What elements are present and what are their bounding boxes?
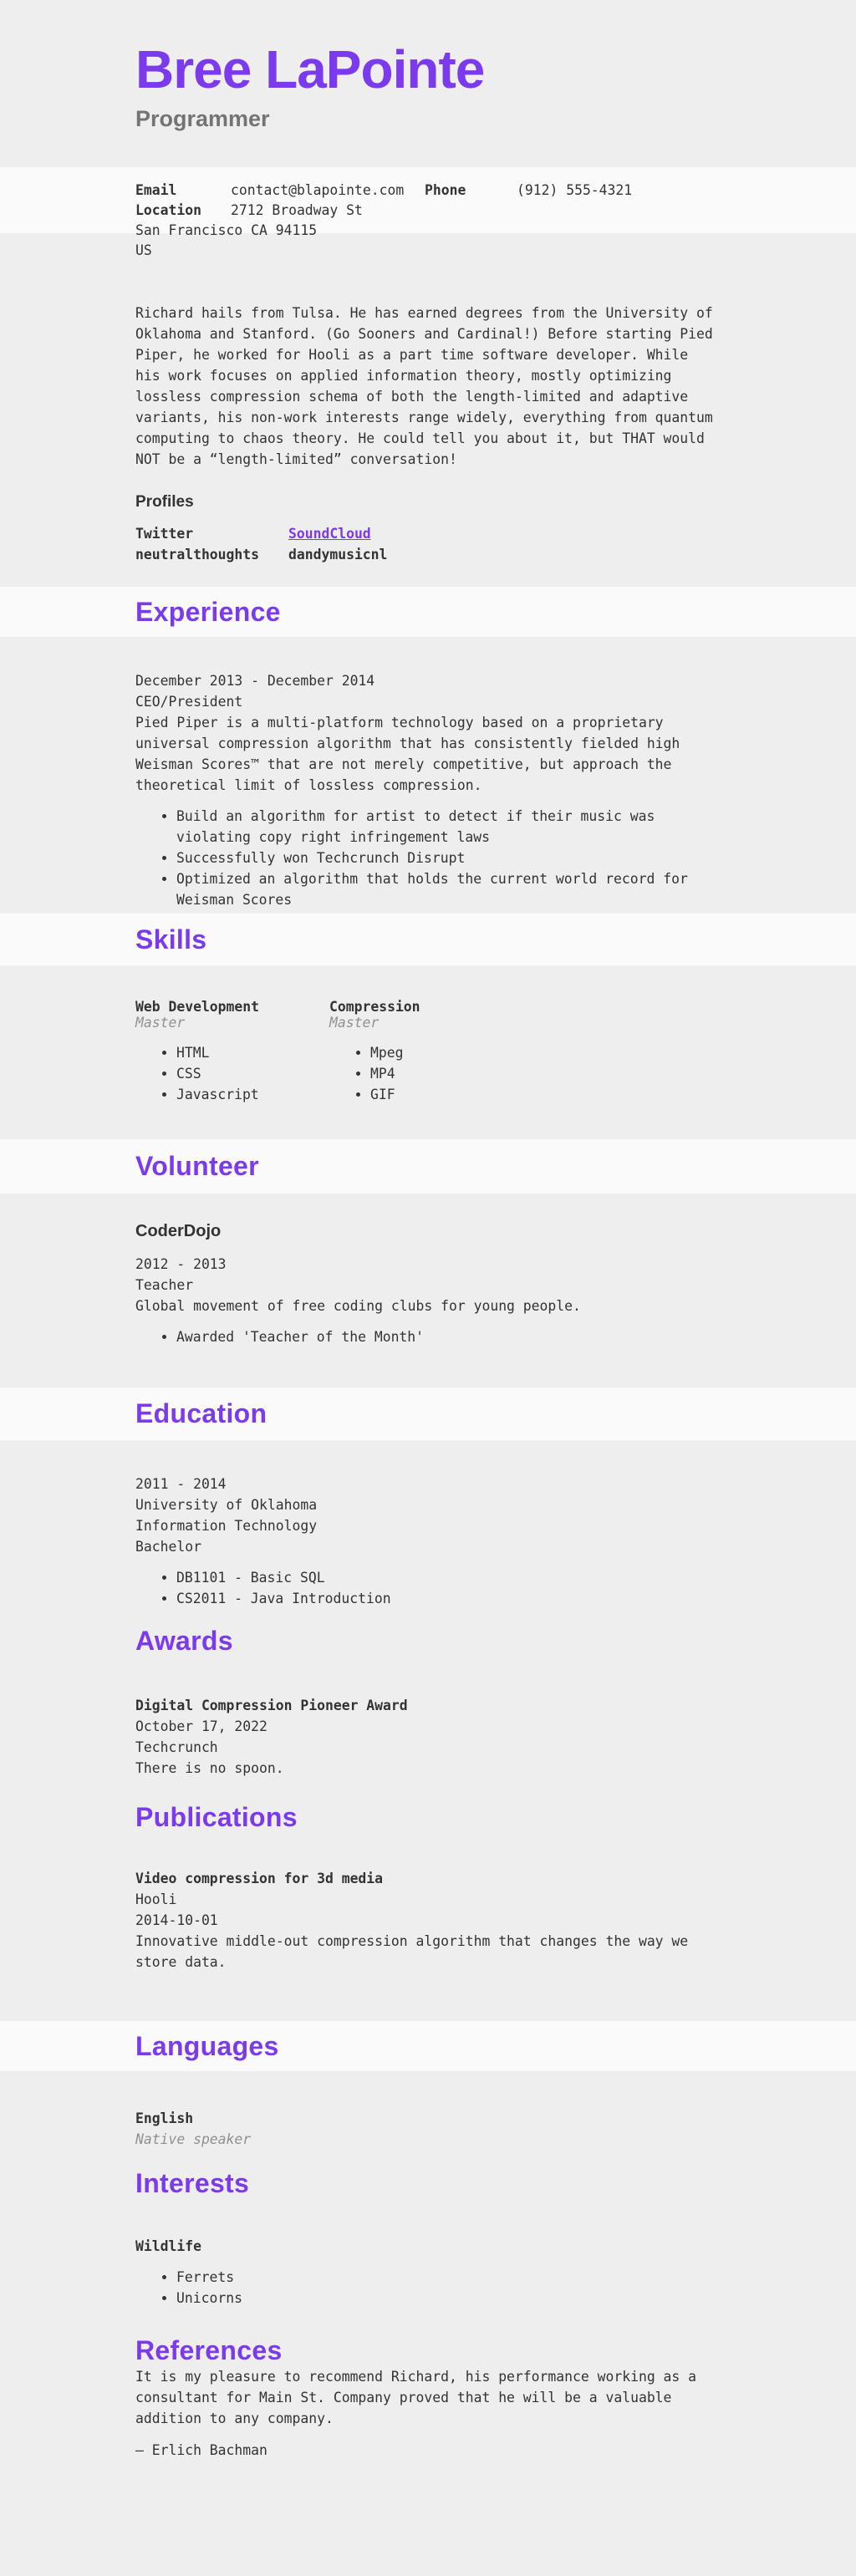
keyword-item: • Unicorns [176,2288,721,2309]
highlight-item: • Optimized an algorithm that holds the current world record for Weisman Scores [176,868,721,910]
skill-group [135,999,329,1105]
interest-entry [135,2236,721,2309]
skill-group [329,999,721,1105]
education-courses [135,1567,721,1609]
interest-name: Wildlife [135,2238,201,2254]
address-line: 2712 Broadway St [231,202,363,218]
experience-heading-band [0,587,856,637]
award-date: October 17, 2022 [135,1718,268,1734]
language-fluency: Native speaker [135,2131,252,2147]
location-label: Location [135,202,201,218]
country-line: US [135,242,152,258]
contact-section [0,167,856,258]
education-dates: 2011 - 2014 [135,1476,227,1492]
contact-table [135,167,721,261]
page-title: Bree LaPointe [135,39,485,99]
course-item: • CS2011 - Java Introduction [176,1588,721,1609]
highlight-item: • Awarded 'Teacher of the Month' [176,1326,721,1347]
award-title: Digital Compression Pioneer Award [135,1698,408,1713]
publication-summary: Innovative middle-out compression algorithm that changes the way we store data. [135,1933,689,1970]
experience-highlights [135,806,721,910]
experience-heading: Experience [135,596,281,627]
publication-name: Video compression for 3d media [135,1871,384,1886]
languages-interests-references-section [0,2071,856,2576]
education-institution: University of Oklahoma [135,1497,318,1513]
awards-heading: Awards [135,1626,233,1656]
volunteer-position: Teacher [135,1277,194,1293]
about-text: Richard hails from Tulsa. He has earned degrees from the University of Oklahoma and Stanford. (Go Sooners and Cardinal!) Before starting Pied Piper, he worked for Hooli as a part time software developer. While his work focuses on applied information theory, mostly optimizing lossless compression schema of both the length-limited and adaptive variants, his non-work interests range widely, everything from quantum computing to chaos theory. He could tell you about it, but THAT would NOT be a “length-limited” conversation! [135,305,713,467]
publication-publisher: Hooli [135,1891,177,1907]
profile-network: Twitter [135,526,194,542]
keyword-item: • HTML [176,1042,329,1063]
profile-username: dandymusicnl [288,547,388,563]
education-heading: Education [135,1398,268,1428]
skills-heading: Skills [135,924,207,955]
references-heading: References [135,2335,283,2365]
interests-heading: Interests [135,2168,250,2198]
volunteer-heading: Volunteer [135,1151,259,1181]
volunteer-section [0,1194,856,1387]
city-line: San Francisco CA 94115 [135,222,318,238]
email-value: contact@blapointe.com [231,182,405,198]
profiles-table [135,523,721,565]
header-section [0,0,856,167]
languages-heading-band [0,2021,856,2071]
publication-entry [135,1868,721,1973]
course-item: • DB1101 - Basic SQL [176,1567,721,1588]
highlight-item: • Build an algorithm for artist to detect if their music was violating copy right infringement laws [176,806,721,848]
skills-heading-band [0,914,856,965]
volunteer-highlights [135,1326,721,1347]
phone-label: Phone [425,182,466,198]
volunteer-organization: CoderDojo [135,1222,222,1240]
interest-keywords [135,2267,721,2309]
education-entry [135,1440,721,1609]
experience-entry [135,637,721,910]
reference-signature: — Erlich Bachman [135,2442,268,2458]
skill-keywords [135,1042,329,1105]
keyword-item: • GIF [370,1084,721,1105]
keyword-item: • MP4 [370,1063,721,1084]
education-heading-band [0,1387,856,1440]
skills-section [0,965,856,1139]
skill-keywords [329,1042,721,1105]
experience-dates: December 2013 - December 2014 [135,673,375,689]
volunteer-heading-band [0,1139,856,1194]
keyword-item: • CSS [176,1063,329,1084]
publications-heading: Publications [135,1802,298,1832]
publication-date: 2014-10-01 [135,1912,218,1928]
keyword-item: • Javascript [176,1084,329,1105]
about-section [0,233,856,587]
skill-name: Compression [329,999,420,1015]
skill-level: Master [135,1015,186,1031]
profiles-heading: Profiles [135,493,194,511]
keyword-item: • Mpeg [370,1042,721,1063]
phone-value: (912) 555-4321 [517,182,633,198]
reference-entry [135,2366,721,2461]
email-label: Email [135,182,177,198]
award-awarder: Techcrunch [135,1739,218,1755]
profile-network-link[interactable]: SoundCloud [288,526,371,542]
volunteer-dates: 2012 - 2013 [135,1256,227,1272]
reference-text: It is my pleasure to recommend Richard, his performance working as a consultant for Main St. Company proved that he will be a valuable addition to any company. [135,2369,697,2426]
award-summary: There is no spoon. [135,1760,284,1776]
language-name: English [135,2110,194,2126]
language-entry [135,2071,721,2150]
experience-summary: Pied Piper is a multi-platform technology based on a proprietary universal compression algorithm that has consistently fielded high Weisman Scores™ that are not merely competitive, but approach the theoretical limit of lossless compression. [135,715,680,793]
skill-level: Master [329,1015,380,1031]
highlight-item: • Successfully won Techcrunch Disrupt [176,848,721,868]
volunteer-entry [135,1194,721,1347]
keyword-item: • Ferrets [176,2267,721,2288]
education-study-type: Bachelor [135,1539,201,1555]
languages-heading: Languages [135,2030,279,2061]
education-area: Information Technology [135,1518,318,1534]
experience-section [0,637,856,914]
education-awards-publications-section [0,1440,856,2021]
volunteer-summary: Global movement of free coding clubs for young people. [135,1298,581,1314]
experience-position: CEO/President [135,694,243,710]
job-title: Programmer [135,106,270,132]
award-entry [135,1695,721,1779]
profile-username: neutralthoughts [135,547,260,563]
skill-name: Web Development [135,999,260,1015]
